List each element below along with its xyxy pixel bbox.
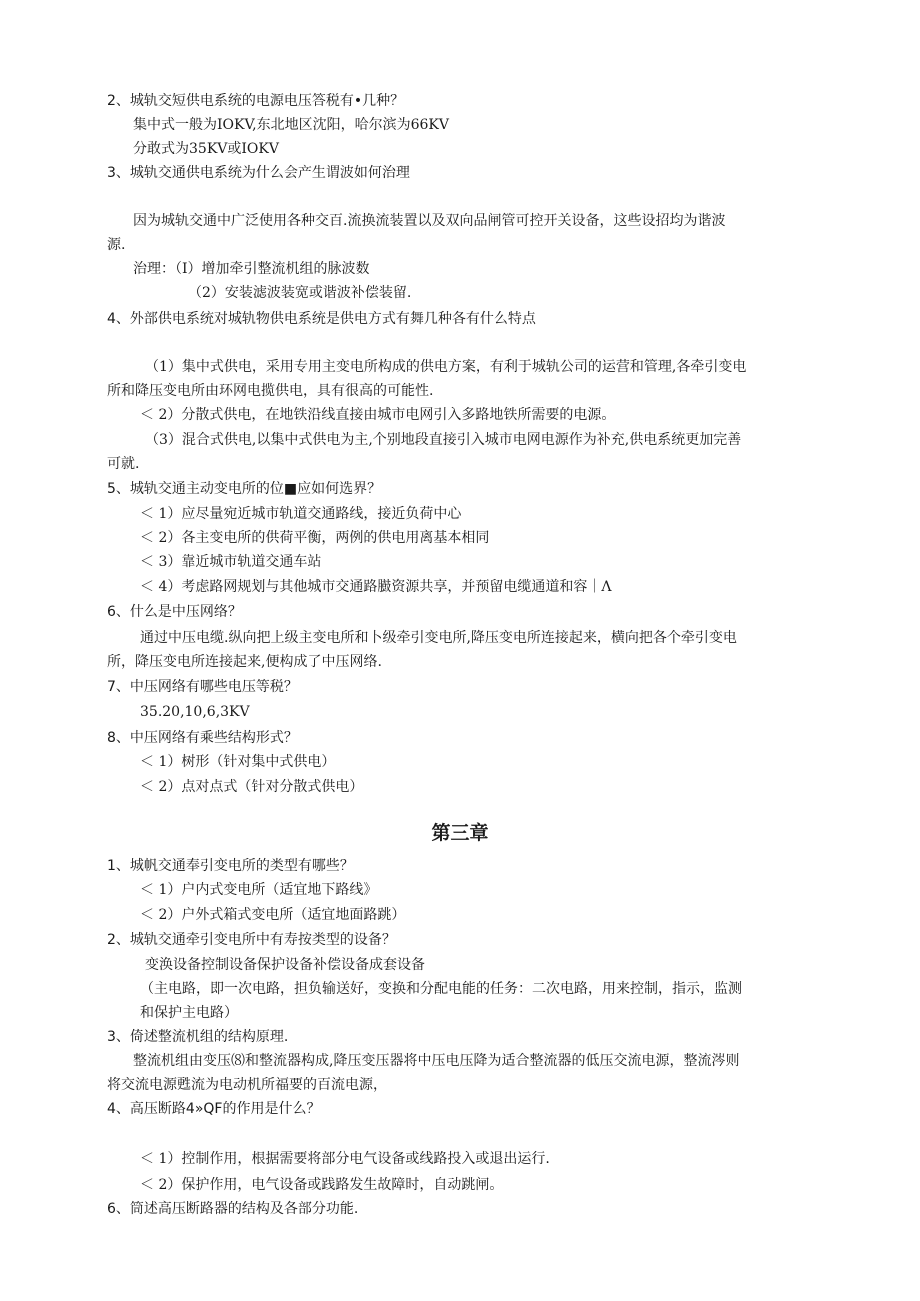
question-5: 5、城轨交通主动变电所的位■应如何选界？ [107,481,382,497]
answer-line: ＜ 1）应尽量宛近城市轨道交通路线，接近负荷中心 [140,506,462,522]
question-7: 7、中压网络有哪些电压等税？ [107,679,298,695]
answer-line: 所和降压变电所由环网电揽供电，具有很高的可能性. [107,383,434,399]
answer-line: 变涣设备控制设备保护设备补偿设备成套设备 [145,957,425,973]
question-6: 6、筒述高压断路器的结构及各部分功能. [107,1201,359,1217]
answer-line: 集中式一般为IOKV,东北地区沈阳，哈尔滨为66KV [133,117,449,133]
answer-line: ＜ 2）保护作用，电气设备或践路发生故障时，自动跳闸。 [140,1177,504,1193]
answer-line: （2）安装滤波装宽或谐波补偿装留. [188,285,412,301]
answer-line: （3）混合式供电,以集中式供电为主,个别地段直接引入城市电网电源作为补充,供电系统更加完善 [145,432,742,448]
answer-line: ＜ 1）户内式变电所（适宜地下路线》 [140,882,378,898]
answer-line: ＜ 4）考虑路网规划与其他城市交通路臌资源共享，并预留电缆通道和容｜Λ [140,579,612,595]
answer-line: 因为城轨交通中广泛使用各种交百.流换流装置以及双向品闸管可控开关设备，这些设招均为谐波 [133,213,726,229]
question-3: 3、城轨交通供电系统为什么会产生谓波如何治理 [107,165,410,181]
answer-line: 分敢式为35KV或IOKV [133,141,279,157]
answer-line: 将交流电源甦流为电动机所福要的百流电源， [107,1077,387,1093]
question-4: 4、外部供电系统对城轨物供电系统是供电方式有舞几种各有什么特点 [107,311,536,327]
answer-line: 35.20,10,6,3KV [140,704,250,720]
answer-line: 通过中压电缆.纵向把上级主变电所和卜级牵引变电所,降压变电所连接起来，横向把各个牵引变电 [140,630,737,646]
question-6: 6、什么是中压网络？ [107,604,242,620]
answer-line: ＜ 2）分散式供电，在地铁沿线直接由城市电网引入多路地铁所需要的电源。 [140,407,616,423]
answer-line: ＜ 1）树形（针对集中式供电） [140,754,336,770]
answer-line: 治理：（I）增加牵引整流机组的脉波数 [133,261,370,277]
question-2: 2、城轨交短供电系统的电源电压答税有•几种？ [107,93,405,109]
answer-line: ＜ 2）各主变电所的供荷平衡，两例的供电用离基本相同 [140,530,490,546]
answer-line: ＜ 2）点对点式（针对分散式供电） [140,779,364,795]
question-2: 2、城轨交通牵引变电所中有寿按类型的设备？ [107,932,396,948]
answer-line: ＜ 3）靠近城市轨道交通车站 [140,554,322,570]
answer-line: 源. [107,237,126,253]
question-8: 8、中压网络有乘些结构形式？ [107,730,298,746]
answer-line: 整流机组由变压⑻和整流器构成,降压变压器将中压电压降为适合整流器的低压交流电源，整流涔则 [133,1053,740,1069]
answer-line: ＜ 1）控制作用，根据需要将部分电气设备或线路投入或退出运行. [140,1151,550,1167]
question-4: 4、高压断路4»QF的作用是什么？ [107,1101,321,1117]
answer-line: 可就. [107,456,140,472]
answer-line: （主电路，即一次电路，担负输送好，变换和分配电能的任务：二次电路，用来控制，指示，监测 [140,981,742,997]
answer-line: 所，降压变电所连接起来,便构成了中压网络. [107,654,382,670]
chapter-heading: 第三章 [431,822,489,844]
answer-line: （1）集中式供电，采用专用主变电所构成的供电方案，有利于城轨公司的运营和管理,各牵引变电 [145,359,747,375]
answer-line: ＜ 2）户外式箱式变电所（适宜地面路跳） [140,907,406,923]
answer-line: 和保护主电路） [140,1005,238,1021]
question-1: 1、城帆交通奉引变电所的类型有哪些？ [107,858,354,874]
question-3: 3、倚述整流机组的结构原理. [107,1029,289,1045]
